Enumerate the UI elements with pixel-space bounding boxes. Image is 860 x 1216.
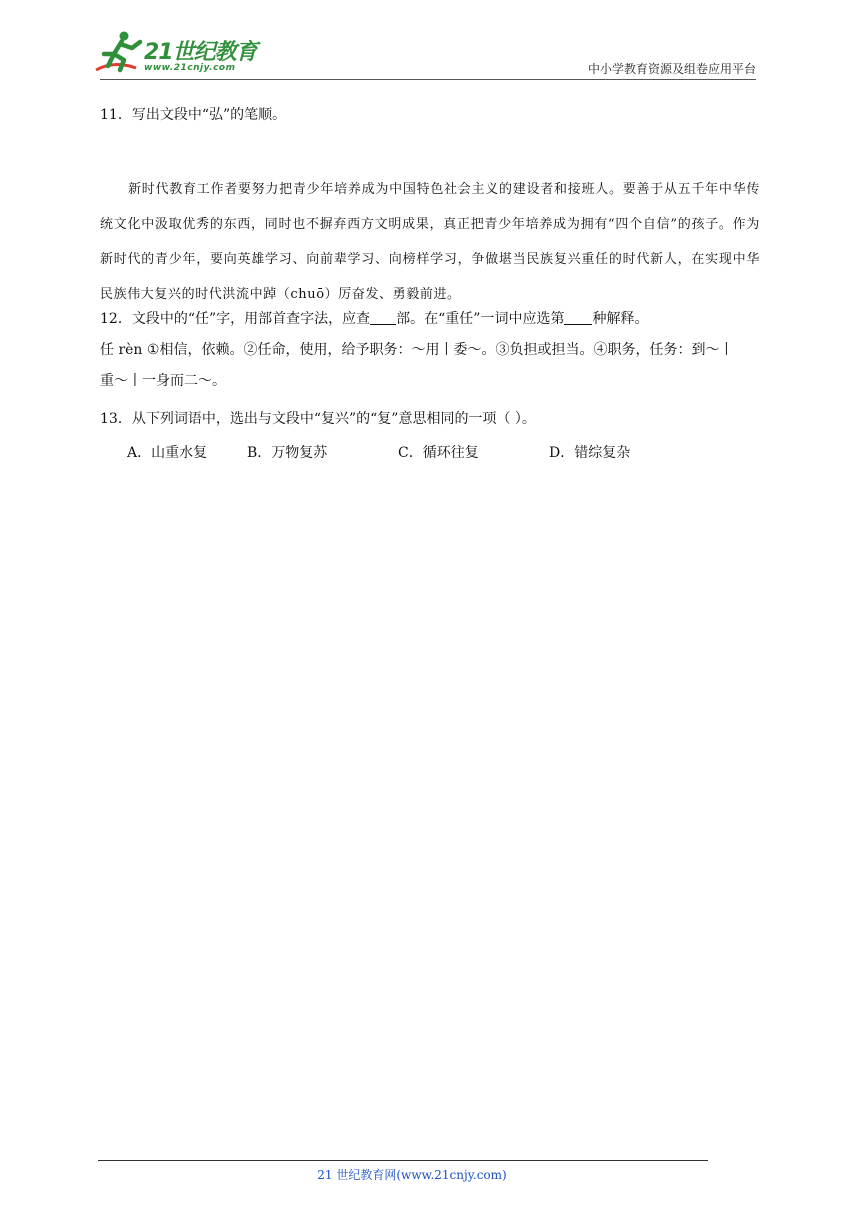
passage-text: 新时代教育工作者要努力把青少年培养成为中国特色社会主义的建设者和接班人。要善于从五千年中华传统文化中汲取优秀的东西，同时也不摒弃西方文明成果，真正把青少年培养成为拥有“四个自信”的孩子。作为新时代的青少年，要向英雄学习、向前辈学习、向榜样学习，争做堪当民族复兴重任的时代新人，在实现中华民族伟大复兴的时代洪流中踔（chuō）厉奋发、勇毅前进。 [100, 182, 760, 302]
question-13-options [100, 442, 780, 464]
question-12 [100, 308, 780, 392]
reading-passage [100, 172, 760, 312]
answer-blank-radical[interactable] [370, 309, 396, 325]
option-b[interactable]: B．万物复苏 [247, 445, 328, 461]
option-c[interactable]: C．循环往复 [398, 445, 479, 461]
question-11-text: 11．写出文段中“弘”的笔顺。 [100, 107, 287, 123]
answer-blank-meaning[interactable] [564, 309, 592, 325]
option-a[interactable]: A．山重水复 [127, 445, 208, 461]
header-divider [100, 79, 756, 80]
option-d[interactable]: D．错综复杂 [549, 445, 631, 461]
logo-url: www.21cnjy.com [144, 63, 236, 73]
question-12-part2: 部。在“重任”一词中应选第 [396, 311, 565, 327]
question-13 [100, 408, 780, 464]
dictionary-entry-line2: 重～丨一身而二～。 [100, 373, 226, 389]
logo [92, 30, 260, 78]
question-12-text [100, 308, 780, 330]
platform-label: 中小学教育资源及组卷应用平台 [587, 62, 756, 76]
footer-link[interactable]: 21 世纪教育网(www.21cnjy.com) [317, 1168, 507, 1182]
question-12-part3: 种解释。 [592, 311, 649, 327]
page-header [0, 0, 860, 82]
question-11 [100, 104, 760, 126]
footer-divider [98, 1160, 708, 1161]
logo-text: 21世纪教育 [144, 40, 257, 65]
runner-logo-icon [92, 30, 148, 76]
page-footer [0, 1166, 860, 1183]
question-12-part1: 12．文段中的“任”字，用部首查字法，应查 [100, 311, 371, 327]
question-13-text: 13．从下列词语中，选出与文段中“复兴”的“复”意思相同的一项（ ）。 [100, 411, 536, 427]
dictionary-entry-line1: 任 rèn ①相信，依赖。②任命，使用，给予职务：～用丨委～。③负担或担当。④职务，任务：到～丨 [100, 342, 734, 358]
